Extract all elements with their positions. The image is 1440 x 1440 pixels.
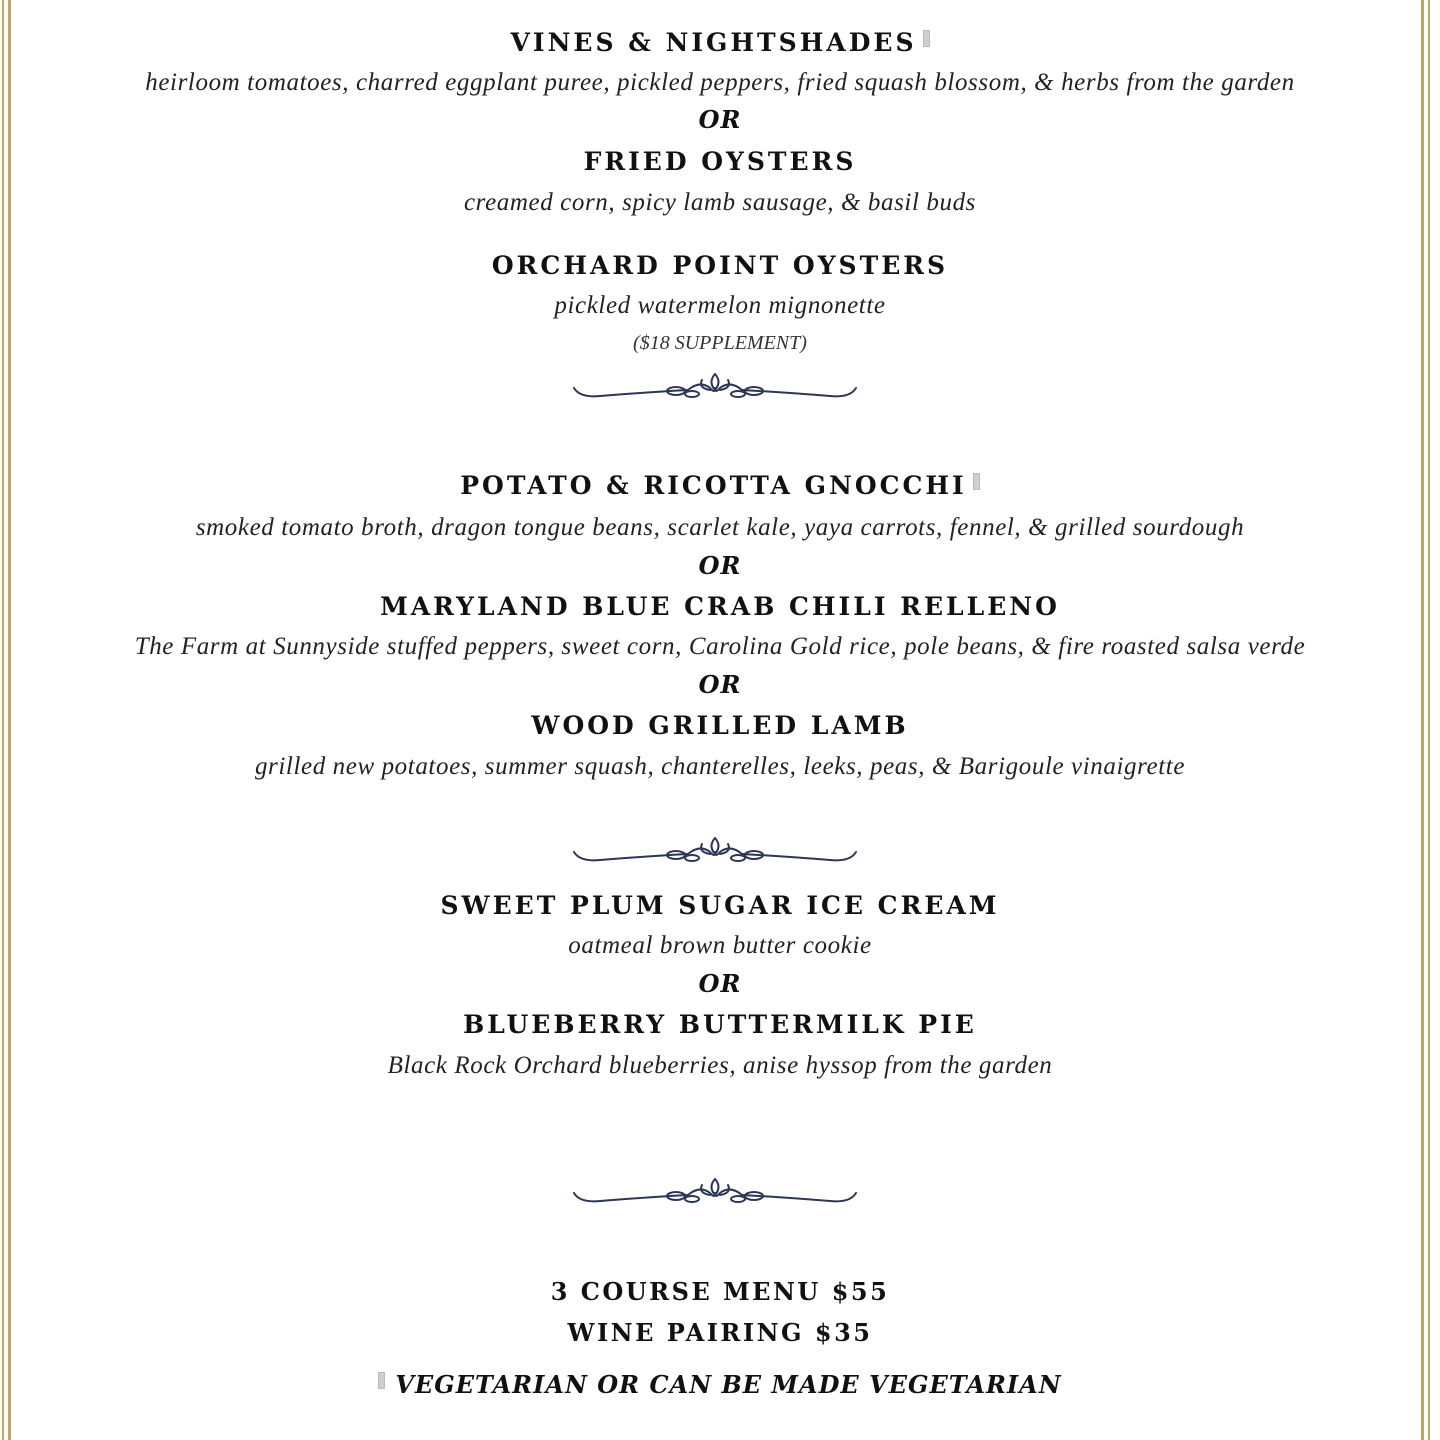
- menu-item-description: oatmeal brown butter cookie: [568, 932, 872, 959]
- flourish-divider-icon: [570, 834, 860, 874]
- menu-item-title: BLUEBERRY BUTTERMILK PIE: [463, 1010, 977, 1039]
- menu-item-description: smoked tomato broth, dragon tongue beans, scarlet kale, yaya carrots, fennel, & grilled sourdough: [195, 514, 1245, 541]
- menu-item-title: ORCHARD POINT OYSTERS: [491, 251, 949, 280]
- or-separator: OR: [698, 670, 742, 699]
- menu-item-description: The Farm at Sunnyside stuffed peppers, sweet corn, Carolina Gold rice, pole beans, & fire roasted salsa verde: [134, 633, 1306, 660]
- vegetarian-marker-icon: [973, 473, 980, 490]
- menu-item-description: creamed corn, spicy lamb sausage, & basil buds: [463, 189, 977, 216]
- menu-item-description: grilled new potatoes, summer squash, chanterelles, leeks, peas, & Barigoule vinaigrette: [254, 753, 1186, 780]
- menu-item-title: FRIED OYSTERS: [583, 147, 857, 176]
- flourish-divider-icon: [570, 1175, 860, 1215]
- supplement-note: ($18 SUPPLEMENT): [633, 332, 807, 354]
- or-separator: OR: [698, 551, 742, 580]
- menu-item-title: MARYLAND BLUE CRAB CHILI RELLENO: [380, 592, 1060, 621]
- vegetarian-marker-icon: [923, 30, 930, 47]
- menu-item-description: Black Rock Orchard blueberries, anise hyssop from the garden: [387, 1052, 1053, 1079]
- menu-item-title: WOOD GRILLED LAMB: [531, 711, 909, 740]
- or-separator: OR: [698, 969, 742, 998]
- wine-pairing-price: WINE PAIRING $35: [567, 1318, 873, 1347]
- menu-item-title: SWEET PLUM SUGAR ICE CREAM: [440, 891, 1000, 920]
- menu-item-description: heirloom tomatoes, charred eggplant puree, pickled peppers, fried squash blossom, & herbs from the garden: [145, 69, 1295, 96]
- vegetarian-note: VEGETARIAN OR CAN BE MADE VEGETARIAN: [0, 1372, 1440, 1397]
- menu-item-description: pickled watermelon mignonette: [554, 292, 886, 319]
- course-menu-price: 3 COURSE MENU $55: [550, 1277, 890, 1306]
- vegetarian-marker-icon: [378, 1372, 385, 1389]
- menu-item-title: POTATO & RICOTTA GNOCCHI: [0, 473, 1440, 498]
- or-separator: OR: [698, 105, 742, 134]
- flourish-divider-icon: [570, 370, 860, 410]
- menu-item-title: VINES & NIGHTSHADES: [0, 30, 1440, 55]
